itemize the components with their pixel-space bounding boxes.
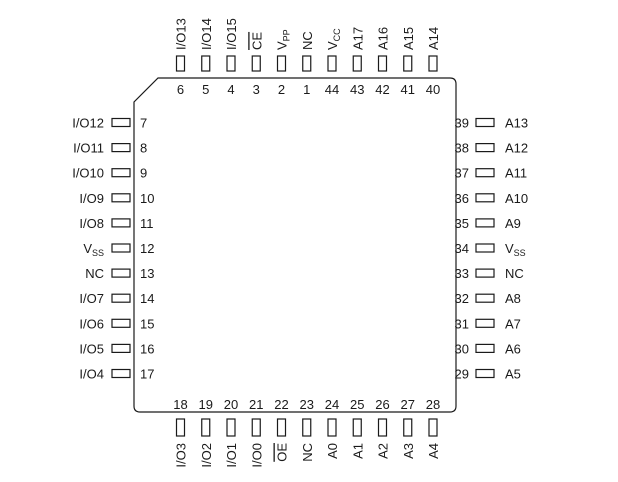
pin-number: 16 bbox=[140, 341, 155, 357]
pin-10-i-o9 bbox=[79, 191, 154, 206]
pin-label-text: NC bbox=[299, 31, 315, 50]
pin-label bbox=[83, 241, 104, 258]
pin-label-subscript: SS bbox=[513, 248, 526, 258]
pin-22-oe bbox=[274, 397, 289, 462]
pin-39-a13 bbox=[455, 116, 529, 131]
pin-label bbox=[505, 316, 521, 331]
pin-label-text: I/O14 bbox=[198, 18, 214, 50]
pin-label bbox=[505, 266, 524, 281]
pin-label bbox=[73, 141, 104, 156]
pin-lead bbox=[303, 56, 311, 71]
pin-label bbox=[72, 116, 104, 131]
pin-lead bbox=[353, 56, 361, 71]
right-pin-row bbox=[455, 116, 529, 382]
pin-label-text: I/O5 bbox=[79, 341, 104, 357]
pin-31-a7 bbox=[455, 316, 521, 331]
pin-label-text: I/O4 bbox=[79, 366, 104, 382]
pin-label bbox=[505, 141, 528, 156]
pin-lead bbox=[278, 56, 286, 71]
pin-number: 43 bbox=[350, 82, 365, 97]
pin-label-text: A15 bbox=[400, 26, 416, 50]
pin-lead bbox=[379, 419, 387, 436]
pin-label bbox=[505, 291, 521, 306]
pin-label bbox=[72, 166, 104, 181]
left-pin-row bbox=[72, 116, 154, 382]
pin-label-text: V bbox=[505, 241, 514, 256]
pin-label-text: A0 bbox=[325, 443, 340, 459]
pin-lead bbox=[227, 56, 235, 71]
pin-42-a16 bbox=[375, 27, 390, 97]
pin-lead bbox=[112, 169, 130, 177]
pin-label bbox=[325, 443, 340, 459]
pin-number: 28 bbox=[425, 397, 441, 412]
pin-label bbox=[350, 27, 365, 50]
pin-label bbox=[426, 27, 441, 50]
pin-number: 18 bbox=[173, 397, 188, 412]
pin-lead bbox=[112, 294, 130, 302]
pin-41-a15 bbox=[401, 27, 416, 97]
pin-label bbox=[79, 341, 104, 356]
pin-label bbox=[224, 443, 239, 468]
pin-label-text: A10 bbox=[505, 190, 529, 206]
pin-number: 33 bbox=[454, 266, 469, 282]
pin-number: 26 bbox=[375, 397, 390, 412]
pin-label bbox=[376, 443, 391, 459]
pin-17-i-o4 bbox=[79, 367, 154, 382]
pin-number: 32 bbox=[454, 291, 469, 307]
pin-13-nc bbox=[85, 266, 154, 281]
pin-label-text: A11 bbox=[505, 165, 528, 181]
pin-number: 21 bbox=[249, 397, 264, 412]
pin-lead bbox=[252, 56, 260, 71]
pin-lead bbox=[379, 56, 387, 71]
pin-label-text: A7 bbox=[505, 316, 521, 332]
pin-label-text: I/O9 bbox=[79, 190, 104, 206]
pin-number: 37 bbox=[454, 165, 469, 181]
pin-number: 7 bbox=[140, 115, 148, 131]
pin-lead bbox=[476, 370, 494, 378]
pin-38-a12 bbox=[455, 141, 529, 156]
pin-label-text: I/O12 bbox=[72, 115, 104, 131]
pin-lead bbox=[476, 194, 494, 202]
pin-label-subscript: CC bbox=[332, 28, 342, 42]
pin-21-i-o0 bbox=[249, 397, 264, 468]
pin-label-text: A12 bbox=[505, 140, 529, 156]
pin-label-text: NC bbox=[85, 266, 104, 282]
pin-35-a9 bbox=[455, 216, 521, 231]
pin-label-text: A17 bbox=[350, 26, 366, 50]
package-body bbox=[134, 78, 456, 412]
pin-label bbox=[505, 166, 527, 181]
pin-37-a11 bbox=[455, 166, 528, 181]
pin-43-a17 bbox=[350, 27, 365, 97]
pin-number: 27 bbox=[400, 397, 415, 412]
pin-label bbox=[224, 18, 239, 50]
pin-lead bbox=[112, 219, 130, 227]
pin-23-nc bbox=[300, 397, 315, 462]
pin-label-subscript: PP bbox=[281, 29, 292, 42]
pin-label-text: A16 bbox=[375, 26, 391, 50]
pin-lead bbox=[278, 419, 286, 436]
pin-label bbox=[505, 191, 528, 206]
pin-lead bbox=[303, 419, 311, 436]
pin-lead bbox=[328, 419, 336, 436]
pin-label bbox=[249, 32, 264, 50]
pin-label bbox=[275, 29, 292, 50]
pin-label-text: A1 bbox=[350, 443, 366, 459]
pin-number: 30 bbox=[454, 341, 469, 357]
pin-label bbox=[325, 28, 342, 50]
pin-number: 9 bbox=[140, 165, 148, 181]
pin-label-subscript: SS bbox=[91, 248, 104, 258]
pin-26-a2 bbox=[375, 397, 390, 459]
pin-label bbox=[79, 191, 104, 206]
pin-label-text: I/O2 bbox=[198, 443, 214, 468]
pin-label-text: A3 bbox=[400, 443, 416, 459]
pin-12-vss bbox=[83, 241, 154, 258]
pin-lead bbox=[476, 344, 494, 352]
pin-label-text: I/O10 bbox=[72, 165, 104, 181]
pin-label-text: A6 bbox=[505, 341, 521, 357]
pin-label bbox=[401, 443, 416, 459]
pin-number: 44 bbox=[324, 82, 340, 97]
pin-label bbox=[505, 116, 528, 131]
pin-label-text: I/O15 bbox=[224, 18, 239, 50]
pin-label-text: V bbox=[274, 41, 290, 50]
pin-lead bbox=[112, 194, 130, 202]
pin-lead bbox=[476, 294, 494, 302]
pin-11-i-o8 bbox=[79, 216, 153, 231]
pin-number: 1 bbox=[303, 82, 311, 97]
pin-label-text: A14 bbox=[426, 26, 441, 50]
pin-number: 20 bbox=[223, 397, 239, 412]
pin-number: 39 bbox=[454, 115, 469, 131]
pin-label bbox=[505, 241, 526, 258]
pin-label-text: I/O1 bbox=[224, 443, 239, 468]
pin-number: 2 bbox=[277, 82, 286, 97]
pin-24-a0 bbox=[325, 397, 340, 459]
pin-label-text: A8 bbox=[505, 291, 521, 307]
pin-lead bbox=[476, 244, 494, 252]
pin-label bbox=[79, 367, 104, 382]
pin-14-i-o7 bbox=[79, 291, 154, 306]
pin-number: 13 bbox=[140, 266, 155, 282]
pin-lead bbox=[177, 419, 185, 436]
pin-lead bbox=[353, 419, 361, 436]
pin-15-i-o6 bbox=[79, 316, 154, 331]
pin-number: 12 bbox=[140, 241, 155, 256]
pin-34-vss bbox=[455, 241, 526, 258]
pin-label-text: A13 bbox=[505, 115, 529, 131]
pin-label bbox=[79, 291, 104, 306]
pin-lead bbox=[476, 319, 494, 327]
pin-lead bbox=[328, 56, 336, 71]
pin-label-text: A4 bbox=[426, 443, 441, 459]
pin-label bbox=[199, 18, 214, 50]
pin-label-text: I/O3 bbox=[173, 443, 189, 468]
pin-number: 29 bbox=[454, 366, 469, 382]
pin-number: 31 bbox=[454, 316, 469, 332]
pin-number: 4 bbox=[227, 82, 235, 97]
pin-27-a3 bbox=[401, 397, 416, 459]
pin-label bbox=[79, 316, 104, 331]
pin-lead bbox=[476, 219, 494, 227]
pin-number: 36 bbox=[454, 190, 469, 206]
pin-label-text: A5 bbox=[505, 366, 521, 382]
pin-label-text: A9 bbox=[505, 215, 521, 231]
pin-lead bbox=[112, 319, 130, 327]
pin-label-text: NC bbox=[505, 266, 524, 282]
pin-label bbox=[174, 18, 189, 50]
pin-number: 34 bbox=[454, 241, 469, 256]
pin-number: 40 bbox=[425, 82, 441, 97]
pin-lead bbox=[177, 56, 185, 71]
pin-label bbox=[426, 443, 441, 459]
pin-lead bbox=[476, 144, 494, 152]
pin-number: 15 bbox=[140, 316, 155, 332]
pin-number: 22 bbox=[274, 397, 289, 412]
pin-29-a5 bbox=[455, 367, 521, 382]
pin-25-a1 bbox=[350, 397, 365, 459]
pin-label-text: A2 bbox=[375, 443, 391, 459]
pin-number: 3 bbox=[252, 82, 260, 97]
pin-label bbox=[401, 27, 416, 50]
pin-33-nc bbox=[455, 266, 524, 281]
pin-lead bbox=[112, 344, 130, 352]
pin-label bbox=[79, 216, 104, 231]
pin-label-text: V bbox=[325, 41, 340, 50]
pin-number: 11 bbox=[140, 215, 154, 231]
pin-label bbox=[505, 367, 521, 382]
pin-label-text: CE bbox=[249, 31, 265, 50]
pin-label bbox=[199, 443, 214, 468]
pin-number: 14 bbox=[140, 291, 155, 307]
pin-number: 19 bbox=[198, 397, 213, 412]
pin-label-text: I/O8 bbox=[79, 215, 104, 231]
pin-label bbox=[300, 31, 315, 50]
pin-number: 42 bbox=[375, 82, 390, 97]
pin-label-text: V bbox=[83, 241, 92, 256]
pin-lead bbox=[476, 169, 494, 177]
pin-lead bbox=[202, 56, 210, 71]
pin-number: 5 bbox=[202, 82, 210, 97]
pin-label bbox=[376, 27, 391, 50]
pin-label-text: I/O11 bbox=[73, 140, 104, 156]
pin-lead bbox=[429, 56, 437, 71]
pin-19-i-o2 bbox=[199, 397, 214, 468]
pin-40-a14 bbox=[426, 27, 441, 97]
pin-label-text: I/O7 bbox=[79, 291, 104, 307]
pin-label bbox=[85, 266, 104, 281]
pin-number: 23 bbox=[299, 397, 314, 412]
pin-number: 35 bbox=[454, 215, 469, 231]
pin-lead bbox=[112, 370, 130, 378]
pin-label-text: I/O6 bbox=[79, 316, 104, 332]
pin-16-i-o5 bbox=[79, 341, 154, 356]
pin-32-a8 bbox=[455, 291, 521, 306]
pin-28-a4 bbox=[426, 397, 441, 459]
pin-number: 6 bbox=[176, 82, 185, 97]
pin-30-a6 bbox=[455, 341, 521, 356]
pin-label-text: OE bbox=[274, 443, 290, 462]
pin-label-text: I/O13 bbox=[173, 18, 189, 50]
pin-lead bbox=[112, 144, 130, 152]
pin-number: 38 bbox=[454, 140, 469, 156]
pin-number: 24 bbox=[324, 397, 340, 412]
pin-number: 8 bbox=[140, 140, 148, 156]
pin-lead bbox=[112, 244, 130, 252]
pin-label bbox=[505, 341, 521, 356]
pin-lead bbox=[252, 419, 260, 436]
pin-lead bbox=[404, 419, 412, 436]
pin-label bbox=[174, 443, 189, 468]
pin-36-a10 bbox=[455, 191, 529, 206]
pin-number: 10 bbox=[140, 190, 155, 206]
pin-lead bbox=[429, 419, 437, 436]
pin-number: 41 bbox=[400, 82, 415, 97]
pin-lead bbox=[404, 56, 412, 71]
pin-lead bbox=[227, 419, 235, 436]
pin-number: 25 bbox=[350, 397, 365, 412]
pin-lead bbox=[476, 269, 494, 277]
pin-label bbox=[505, 216, 521, 231]
pin-label-text: NC bbox=[299, 443, 315, 462]
pin-label bbox=[300, 443, 315, 462]
pin-lead bbox=[202, 419, 210, 436]
pin-lead bbox=[112, 119, 130, 127]
pin-label-text: I/O0 bbox=[249, 443, 265, 468]
pin-20-i-o1 bbox=[224, 397, 239, 468]
pin-18-i-o3 bbox=[173, 397, 188, 468]
pin-label bbox=[275, 443, 290, 462]
pin-label bbox=[350, 443, 365, 459]
pin-number: 17 bbox=[140, 366, 155, 382]
pin-lead bbox=[476, 119, 494, 127]
pin-lead bbox=[112, 269, 130, 277]
pin-label bbox=[249, 443, 264, 468]
